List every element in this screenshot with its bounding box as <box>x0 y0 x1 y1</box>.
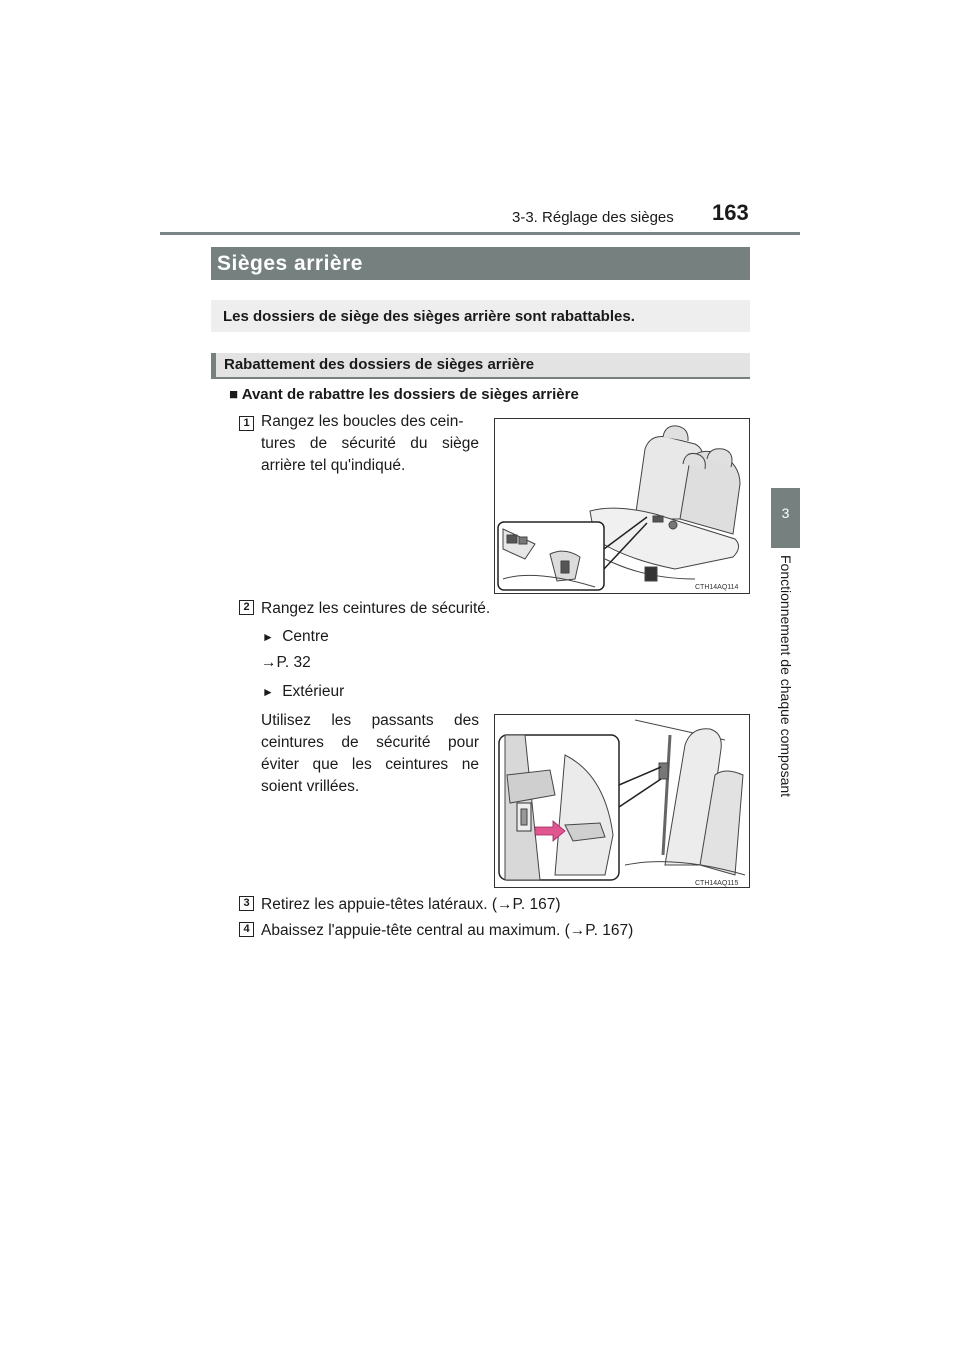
header-divider <box>160 232 800 235</box>
bullet-heading <box>229 386 579 403</box>
option-exterieur-text <box>261 710 479 798</box>
option-centre <box>262 626 329 648</box>
step-2-text: Rangez les ceintures de sécurité. <box>261 600 491 617</box>
option-line: éviter que les ceintures ne <box>261 756 479 773</box>
page-number: 163 <box>712 200 749 225</box>
step-number: 1 <box>239 416 254 431</box>
bullet-marker: ■ <box>229 386 239 403</box>
chapter-label <box>768 555 804 815</box>
figure-code: CTH14AQ115 <box>695 880 739 887</box>
bullet-heading-text: Avant de rabattre les dossiers de sièges arrière <box>241 386 579 403</box>
step-1-line: tures de sécurité du siège <box>261 435 479 452</box>
step-number: 4 <box>239 922 254 937</box>
option-label: Centre <box>282 628 329 645</box>
chapter-tab: 3 <box>771 488 800 548</box>
step-3-text: Retirez les appuie-têtes latéraux. (→P. 167) <box>261 896 561 913</box>
page-reference: →P. 32 <box>261 654 311 671</box>
option-line: soient vrillées. <box>261 778 360 795</box>
seat-belt-hanger-illustration-icon <box>495 715 750 888</box>
figure-seat-belt-hanger <box>494 714 750 888</box>
step-number: 2 <box>239 600 254 615</box>
subsection-title: Rabattement des dossiers de sièges arrière <box>211 353 750 379</box>
section-reference: 3-3. Réglage des sièges <box>512 209 674 226</box>
option-label: Extérieur <box>282 683 345 700</box>
step-4-text: Abaissez l'appuie-tête central au maximum. (→P. 167) <box>261 922 634 939</box>
option-line: ceintures de sécurité pour <box>261 734 479 751</box>
triangle-bullet-icon: ► <box>262 630 274 644</box>
rear-seat-buckles-illustration-icon <box>495 419 750 594</box>
intro-text: Les dossiers de siège des sièges arrière sont rabattables. <box>211 300 750 332</box>
figure-rear-seat-buckles <box>494 418 750 594</box>
figure-code: CTH14AQ114 <box>695 584 739 591</box>
step-1-line: arrière tel qu'indiqué. <box>261 457 406 474</box>
section-title: Sièges arrière <box>211 247 750 280</box>
step-1-line: Rangez les boucles des cein- <box>261 413 464 430</box>
step-1-text <box>261 411 479 477</box>
option-line: Utilisez les passants des <box>261 712 479 729</box>
option-exterieur <box>262 681 344 703</box>
triangle-bullet-icon: ► <box>262 685 274 699</box>
step-number: 3 <box>239 896 254 911</box>
chapter-label-text: Fonctionnement de chaque composant <box>778 555 794 798</box>
